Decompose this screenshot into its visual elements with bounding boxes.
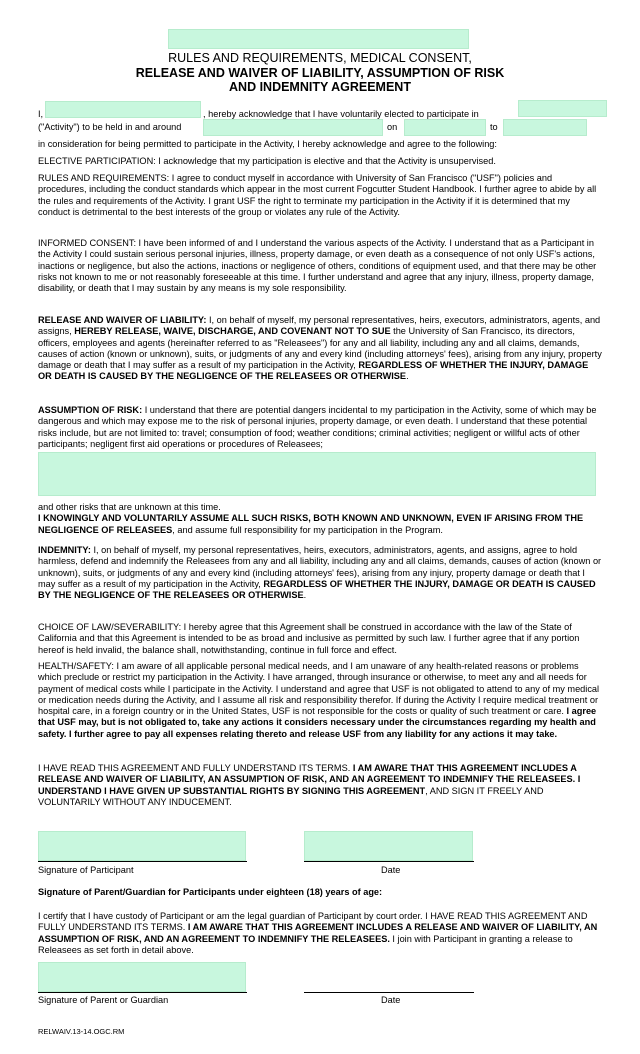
form-code: RELWAIV.13-14.OGC.RM xyxy=(38,1027,125,1036)
location-field[interactable] xyxy=(203,119,383,136)
parent-signature-field[interactable] xyxy=(38,962,246,992)
release-waiver: RELEASE AND WAIVER OF LIABILITY: I, on behalf of myself, my personal representatives, heirs, executors, administrators, agents, and assigns, HEREBY RELEASE, WAIVE, DISCHARGE, AND COVENANT NOT TO SUE the University of San Francisco, its directors, officers, employees and agents (hereinafter referred to as "Releasees") for any and all liability, including any and all claims, demands, causes of action (known or unknown), suits, or judgments of any and every kind (including attorneys' fees), arising from any injury, property damage or death that I may suffer as a result of my participation in the Activity, REGARDLESS OF WHETHER THE INJURY, DAMAGE OR DEATH IS CAUSED BY THE NEGLIGENCE OF THE RELEASEES OR OTHERWISE. xyxy=(38,315,602,382)
intro-i: I, xyxy=(38,109,44,119)
title-line-3: AND INDEMNITY AGREEMENT xyxy=(229,80,411,94)
participant-signature-line xyxy=(38,861,247,862)
start-date-field[interactable] xyxy=(404,119,486,136)
participant-signature-label: Signature of Participant xyxy=(38,865,134,875)
end-date-field[interactable] xyxy=(503,119,587,136)
elective-participation: ELECTIVE PARTICIPATION: I acknowledge that my participation is elective and that the Activity is unsupervised. xyxy=(38,156,496,166)
participant-date-field[interactable] xyxy=(304,831,473,861)
read-agreement: I HAVE READ THIS AGREEMENT AND FULLY UNDERSTAND ITS TERMS. I AM AWARE THAT THIS AGREEMENT INCLUDES A RELEASE AND WAIVER OF LIABILITY, AN ASSUMPTION OF RISK, AND AN AGREEMENT TO INDEMNIFY THE RELEASEES. I UNDERSTAND I HAVE GIVEN UP SUBSTANTIAL RIGHTS BY SIGNING THIS AGREEMENT, AND SIGN IT FREELY AND VOLUNTARILY WITHOUT ANY INDUCEMENT. xyxy=(38,763,581,807)
health-safety: HEALTH/SAFETY: I am aware of all applicable personal medical needs, and I am unaware of any health-related reasons or problems which preclude or restrict my participation in the Activity. I have arranged, through insurance or otherwise, to meet any and all needs for payment of medical costs while I participate in the Activity. I understand and agree that USF is not obligated to attend to any of my medical or medication needs during the Activity, and I assume all risk and responsibility therefor. If during the Activity I require medical treatment or hospital care, in a foreign country or in the United States, USF is not responsible for the costs or quality of such treatment or care. I agree that USF may, but is not obligated to, take any actions it considers necessary under the circumstances regarding my health and safety. I further agree to pay all expenses relating thereto and release USF from any liability for any actions it may take. xyxy=(38,661,600,739)
intro-activity: ("Activity") to be held in and around xyxy=(38,122,182,132)
title-line-2: RELEASE AND WAIVER OF LIABILITY, ASSUMPTION OF RISK xyxy=(135,66,505,80)
participant-date-label: Date xyxy=(381,865,401,875)
parent-date-line xyxy=(304,992,474,993)
choice-of-law: CHOICE OF LAW/SEVERABILITY: I hereby agree that this Agreement shall be construed in accordance with the law of the State of California and that this Agreement is intended to be as broad and inclusive as permitted by such law. I further agree that if any portion hereof is held invalid, the balance shall, notwithstanding, continue in full force and effect. xyxy=(38,622,580,655)
intro-to: to xyxy=(490,122,498,132)
assumption-of-risk: ASSUMPTION OF RISK: I understand that there are potential dangers incidental to my participation in the Activity, some of which may be dangerous and which may expose me to the risk of personal injuries, property damage, or even death. I understand that these potential risks include, but are not limited to: travel; consumption of food; weather conditions; criminal activities; negligent or willful acts of other participants; negligent first aid operations or procedures of Releasees; xyxy=(38,405,597,449)
additional-risks-field[interactable] xyxy=(38,452,596,496)
intro-acknowledge: , hereby acknowledge that I have voluntarily elected to participate in xyxy=(203,109,479,119)
participant-name-field[interactable] xyxy=(45,101,201,118)
title-line-1: RULES AND REQUIREMENTS, MEDICAL CONSENT, xyxy=(168,51,472,65)
parent-date-label: Date xyxy=(381,995,401,1005)
informed-consent: INFORMED CONSENT: I have been informed of and I understand the various aspects of the Activity. I understand that as a Participant in the Activity I could sustain serious personal injuries, illness, property damage, or even death as a consequence of not only USF's actions, inactions or negligence, but also the actions, inactions or negligence of others, conditions of equipment used, and that there may be other risks not known to me or not reasonably foreseeable at this time. I further understand and agree that any injury, illness, property damage, disability, or death that I may sustain by any means is my sole responsibility. xyxy=(38,238,597,294)
participant-date-line xyxy=(304,861,474,862)
parent-signature-line xyxy=(38,992,247,993)
activity-title-field[interactable] xyxy=(168,29,469,49)
activity-name-field[interactable] xyxy=(518,100,607,117)
indemnity: INDEMNITY: I, on behalf of myself, my personal representatives, heirs, executors, administrators, agents, and assigns, agree to hold harmless, defend and indemnify the Releasees from any and all liability, including any and all claims, demands, causes of action (known or unknown), suits, or judgments of any and every kind (including attorneys' fees), arising from any injury, property damage or death that I may suffer as a result of my participation in the Activity, REGARDLESS OF WHETHER THE INJURY, DAMAGE OR DEATH IS CAUSED BY THE NEGLIGENCE OF THE RELEASEES OR OTHERWISE. xyxy=(38,545,602,601)
rules-requirements: RULES AND REQUIREMENTS: I agree to conduct myself in accordance with University of San Francisco ("USF") policies and procedures, including the conduct standards which appear in the most current Fogcutter Student Handbook. I further agree to abide by all the rules and requirements of the Activity. I grant USF the right to terminate my participation in the Activity if it is determined that my conduct is detrimental to the best interests of the group or violates any rule of the Activity. xyxy=(38,173,597,217)
parent-heading: Signature of Parent/Guardian for Participants under eighteen (18) years of age: xyxy=(38,887,383,897)
intro-consideration: in consideration for being permitted to participate in the Activity, I hereby acknowledge and agree to the following: xyxy=(38,139,497,149)
parent-signature-label: Signature of Parent or Guardian xyxy=(38,995,169,1005)
guardian-certification: I certify that I have custody of Participant or am the legal guardian of Participant by court order. I HAVE READ THIS AGREEMENT AND FULLY UNDERSTAND ITS TERMS. I AM AWARE THAT THIS AGREEMENT INCLUDES A RELEASE AND WAIVER OF LIABILITY, AN ASSUMPTION OF RISK, AND AN AGREEMENT TO INDEMNIFY THE RELEASEES. I join with Participant in granting a release to Releasees as set forth in detail above. xyxy=(38,911,598,955)
intro-on: on xyxy=(387,122,398,132)
assumption-other: and other risks that are unknown at this time. I KNOWINGLY AND VOLUNTARILY ASSUME ALL SUCH RISKS, BOTH KNOWN AND UNKNOWN, EVEN IF ARISING FROM THE NEGLIGENCE OF RELEASEES, and assume full responsibility for my participation in the Program. xyxy=(38,502,584,535)
participant-signature-field[interactable] xyxy=(38,831,246,861)
